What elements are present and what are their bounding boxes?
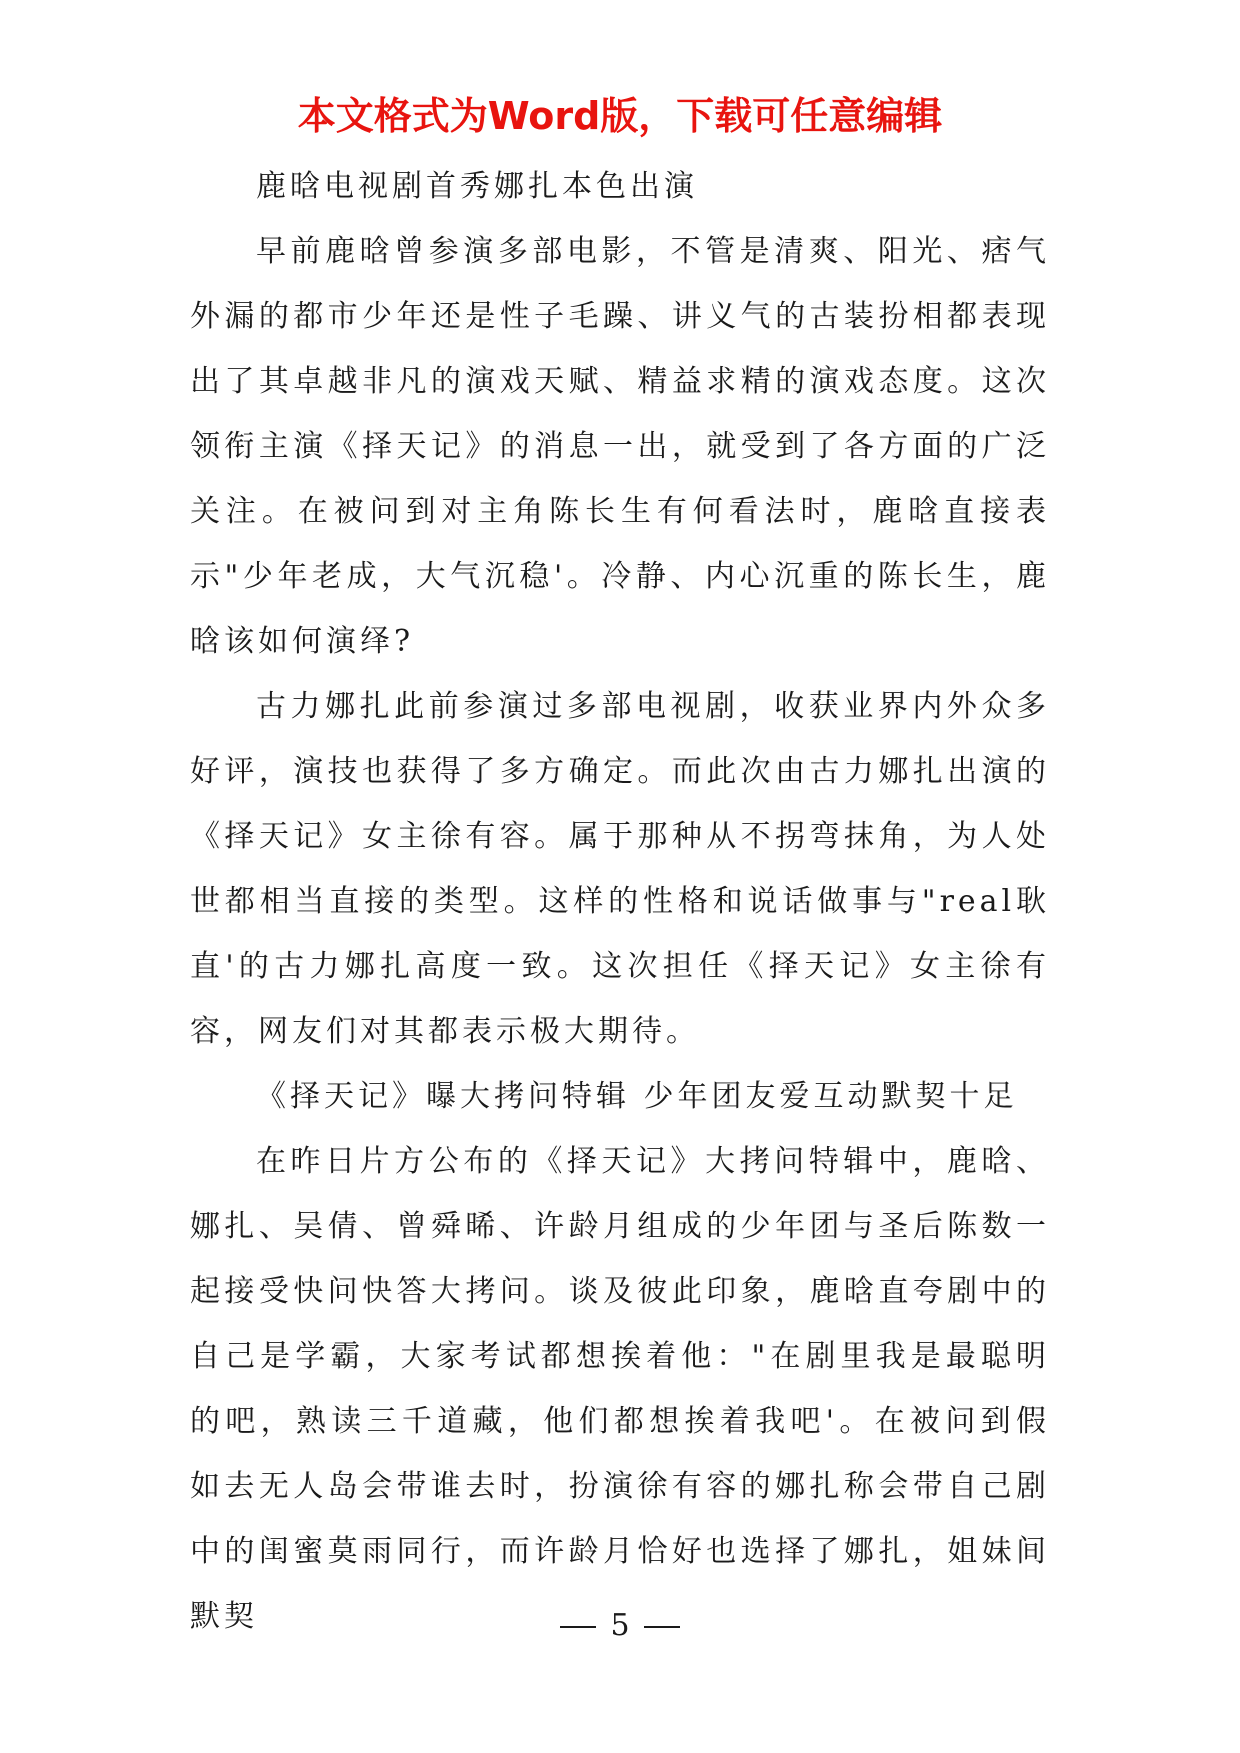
page-footer	[0, 1606, 1240, 1646]
paragraph-3: 在昨日片方公布的《择天记》大拷问特辑中，鹿晗、娜扎、吴倩、曾舜晞、许龄月组成的少年团与圣后陈数一起接受快问快答大拷问。谈及彼此印象，鹿晗直夸剧中的自己是学霸，大家考试都想挨着他："在剧里我是最聪明的吧，熟读三千道藏，他们都想挨着我吧'。在被问到假如去无人岛会带谁去时，扮演徐有容的娜扎称会带自己剧中的闺蜜莫雨同行，而许龄月恰好也选择了娜扎，姐妹间默契	[190, 1144, 1050, 1634]
paragraph-1: 早前鹿晗曾参演多部电影，不管是清爽、阳光、痞气外漏的都市少年还是性子毛躁、讲义气的古装扮相都表现出了其卓越非凡的演戏天赋、精益求精的演戏态度。这次领衔主演《择天记》的消息一出，就受到了各方面的广泛关注。在被问到对主角陈长生有何看法时，鹿晗直接表示"少年老成，大气沉稳'。冷静、内心沉重的陈长生，鹿晗该如何演绎?	[190, 234, 1050, 659]
section-heading-2: 《择天记》曝大拷问特辑 少年团友爱互动默契十足	[256, 1079, 1018, 1114]
footer-dash-right	[644, 1626, 680, 1628]
paragraph-2: 古力娜扎此前参演过多部电视剧，收获业界内外众多好评，演技也获得了多方确定。而此次由古力娜扎出演的《择天记》女主徐有容。属于那种从不拐弯抹角，为人处世都相当直接的类型。这样的性格和说话做事与"real耿直'的古力娜扎高度一致。这次担任《择天记》女主徐有容，网友们对其都表示极大期待。	[190, 689, 1050, 1049]
document-body	[190, 154, 1050, 1649]
footer-dash-left	[560, 1626, 596, 1628]
page-number: 5	[610, 1608, 630, 1643]
section-heading-1: 鹿晗电视剧首秀娜扎本色出演	[256, 169, 698, 204]
format-notice-banner: 本文格式为Word版，下载可任意编辑	[297, 94, 943, 138]
